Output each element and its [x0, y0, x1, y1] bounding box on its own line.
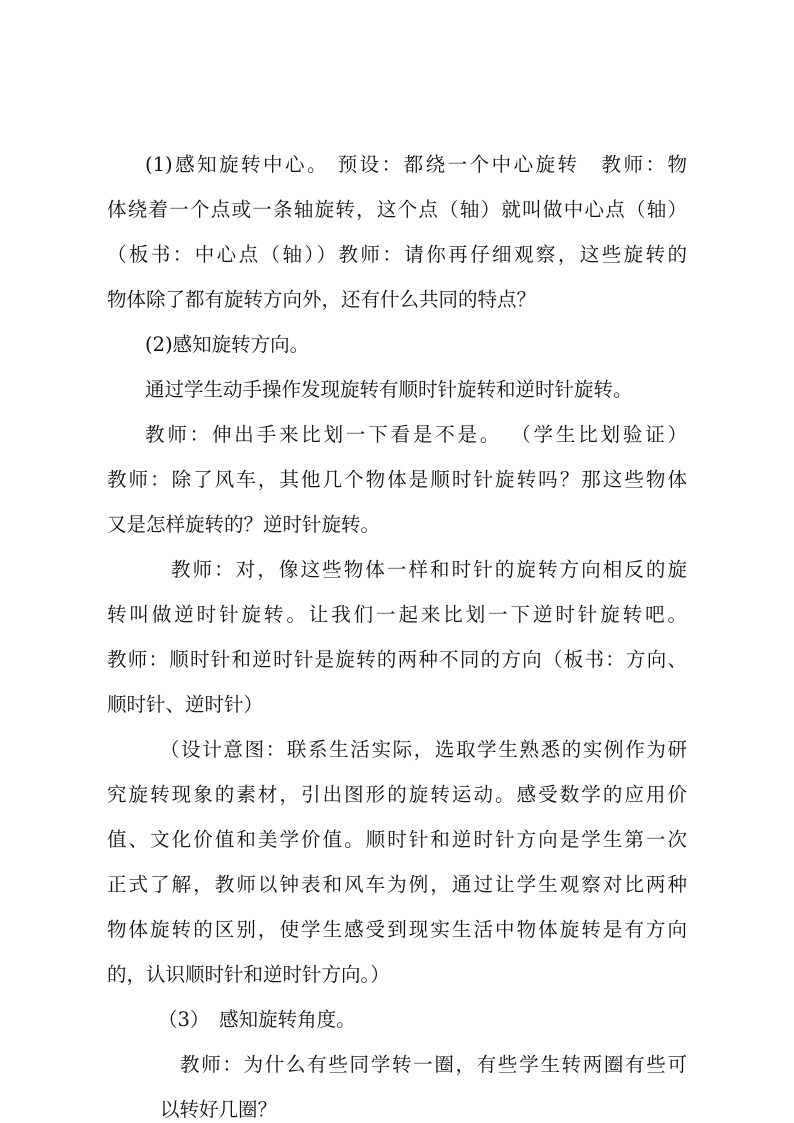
text-line: 教师：对，像这些物体一样和时针的旋转方向相反的旋: [171, 558, 687, 581]
section-heading: (2)感知旋转方向。: [145, 333, 310, 356]
text-line: 的，认识顺时针和逆时针方向。）: [107, 963, 390, 986]
text-line: 教师：伸出手来比划一下看是不是。 （学生比划验证）: [145, 423, 687, 446]
text-line: 转叫做逆时针旋转。让我们一起来比划一下逆时针旋转吧。: [107, 603, 687, 626]
text-line: 又是怎样旋转的？逆时针旋转。: [107, 513, 381, 536]
text-line: 顺时针、逆时针）: [107, 693, 264, 716]
text-line: （设计意图：联系生活实际，选取学生熟悉的实例作为研: [160, 738, 687, 761]
text-line: 究旋转现象的素材，引出图形的旋转运动。感受数学的应用价: [107, 783, 687, 806]
text-line: 物体旋转的区别，使学生感受到现实生活中物体旋转是有方向: [107, 918, 687, 941]
section-heading: （3） 感知旋转角度。: [158, 1008, 356, 1031]
text-line: 正式了解，教师以钟表和风车为例，通过让学生观察对比两种: [107, 873, 687, 896]
text-line: 教师：为什么有些同学转一圈，有些学生转两圈有些可: [180, 1053, 687, 1076]
text-line: 教师：顺时针和逆时针是旋转的两种不同的方向（板书：方向、: [107, 648, 687, 671]
text-line: 值、文化价值和美学价值。顺时针和逆时针方向是学生第一次: [107, 828, 687, 851]
text-line: 以转好几圈？: [160, 1098, 278, 1121]
text-line: 体绕着一个点或一条轴旋转，这个点（轴）就叫做中心点（轴）: [107, 198, 687, 221]
text-line: (1)感知旋转中心。 预设：都绕一个中心旋转 教师：物: [145, 153, 687, 176]
text-line: 教师：除了风车，其他几个物体是顺时针旋转吗？那这些物体: [107, 468, 687, 491]
text-line: （板书：中心点（轴））教师：请你再仔细观察，这些旋转的: [107, 243, 687, 266]
text-line: 物体除了都有旋转方向外，还有什么共同的特点？: [107, 288, 537, 311]
text-line: 通过学生动手操作发现旋转有顺时针旋转和逆时针旋转。: [145, 378, 633, 401]
